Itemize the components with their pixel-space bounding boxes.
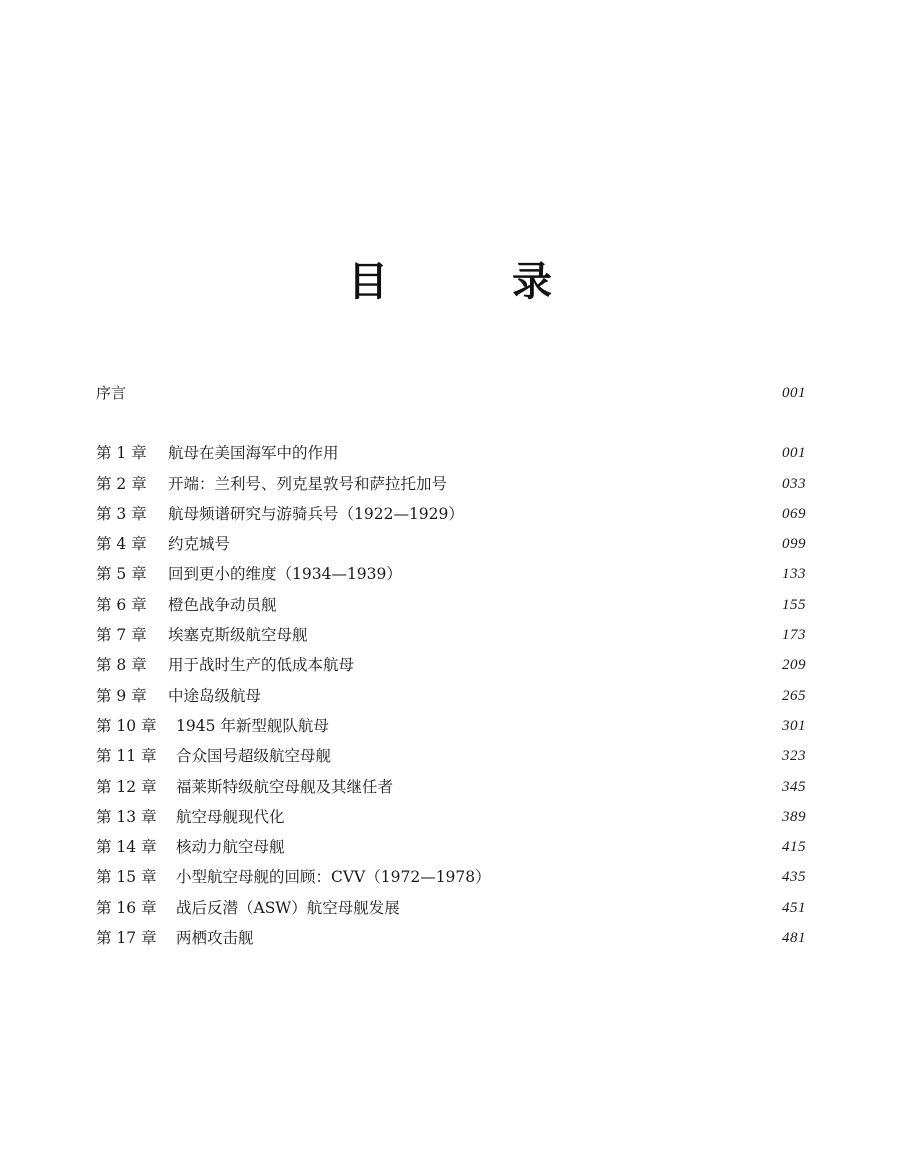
- toc-entry-chapter-4[interactable]: [96, 529, 806, 559]
- chapter-page: 069: [782, 505, 806, 522]
- chapter-number: 第 10 章: [96, 716, 157, 735]
- toc-entry-chapter-12[interactable]: [96, 772, 806, 802]
- chapter-page: 173: [782, 627, 806, 644]
- chapter-title: 航空母舰现代化: [176, 807, 285, 826]
- chapter-title: 战后反潜（ASW）航空母舰发展: [176, 898, 400, 917]
- chapter-title: 中途岛级航母: [168, 686, 262, 705]
- toc-entry-page: 001: [782, 385, 806, 401]
- chapter-page: 099: [782, 536, 806, 553]
- table-of-contents: [96, 378, 806, 953]
- toc-entry-preface[interactable]: [96, 378, 806, 408]
- chapter-title: 航母频谱研究与游骑兵号（1922—1929）: [168, 504, 464, 523]
- chapter-number: 第 7 章: [96, 626, 147, 645]
- chapter-title: 小型航空母舰的回顾：CVV（1972—1978）: [176, 868, 491, 887]
- chapter-page: 415: [782, 839, 806, 856]
- chapter-number: 第 11 章: [96, 747, 157, 766]
- chapter-number: 第 15 章: [96, 868, 157, 887]
- chapter-page: 133: [782, 566, 806, 583]
- chapter-title: 航母在美国海军中的作用: [168, 444, 339, 463]
- page-title: 目 录: [348, 259, 594, 305]
- chapter-title: 福莱斯特级航空母舰及其继任者: [176, 777, 394, 796]
- chapter-title: 两栖攻击舰: [176, 929, 254, 948]
- chapter-number: 第 12 章: [96, 777, 157, 796]
- toc-entry-chapter-17[interactable]: [96, 923, 806, 953]
- chapter-number: 第 16 章: [96, 898, 157, 917]
- chapter-page: 301: [782, 717, 806, 734]
- toc-entry-chapter-8[interactable]: [96, 650, 806, 680]
- chapter-page: 209: [782, 657, 806, 674]
- chapter-number: 第 14 章: [96, 838, 157, 857]
- chapter-title: 用于战时生产的低成本航母: [168, 656, 355, 675]
- toc-entry-chapter-13[interactable]: [96, 802, 806, 832]
- chapter-number: 第 5 章: [96, 565, 147, 584]
- chapter-title: 回到更小的维度（1934—1939）: [168, 565, 402, 584]
- toc-entry-chapter-10[interactable]: [96, 711, 806, 741]
- chapter-page: 323: [782, 748, 806, 765]
- chapter-title: 约克城号: [168, 535, 231, 554]
- chapter-number: 第 9 章: [96, 686, 147, 705]
- chapter-page: 481: [782, 930, 806, 947]
- toc-entry-chapter-16[interactable]: [96, 893, 806, 923]
- toc-entry-chapter-14[interactable]: [96, 832, 806, 862]
- chapter-page: 435: [782, 869, 806, 886]
- chapter-title: 合众国号超级航空母舰: [176, 747, 332, 766]
- chapter-page: 389: [782, 808, 806, 825]
- chapter-number: 第 17 章: [96, 929, 157, 948]
- toc-entry-chapter-15[interactable]: [96, 862, 806, 892]
- chapter-number: 第 3 章: [96, 504, 147, 523]
- chapter-number: 第 2 章: [96, 474, 147, 493]
- chapter-title: 埃塞克斯级航空母舰: [168, 626, 308, 645]
- toc-entry-chapter-3[interactable]: [96, 499, 806, 529]
- toc-entry-chapter-7[interactable]: [96, 620, 806, 650]
- chapter-title: 核动力航空母舰: [176, 838, 285, 857]
- chapter-title: 开端：兰利号、列克星敦号和萨拉托加号: [168, 474, 448, 493]
- toc-entry-chapter-11[interactable]: [96, 741, 806, 771]
- toc-entry-chapter-1[interactable]: [96, 438, 806, 468]
- toc-entry-chapter-9[interactable]: [96, 681, 806, 711]
- chapter-page: 451: [782, 899, 806, 916]
- chapter-page: 345: [782, 778, 806, 795]
- chapter-page: 033: [782, 475, 806, 492]
- toc-entry-title: 序言: [96, 384, 127, 402]
- toc-entry-chapter-2[interactable]: [96, 469, 806, 499]
- chapter-number: 第 1 章: [96, 444, 147, 463]
- chapter-page: 155: [782, 596, 806, 613]
- chapter-number: 第 4 章: [96, 535, 147, 554]
- chapter-number: 第 8 章: [96, 656, 147, 675]
- chapter-number: 第 13 章: [96, 807, 157, 826]
- chapter-title: 橙色战争动员舰: [168, 595, 277, 614]
- toc-entry-chapter-5[interactable]: [96, 559, 806, 589]
- chapter-number: 第 6 章: [96, 595, 147, 614]
- toc-entry-chapter-6[interactable]: [96, 590, 806, 620]
- chapter-page: 001: [782, 445, 806, 462]
- chapter-title: 1945 年新型舰队航母: [176, 716, 329, 735]
- chapter-page: 265: [782, 687, 806, 704]
